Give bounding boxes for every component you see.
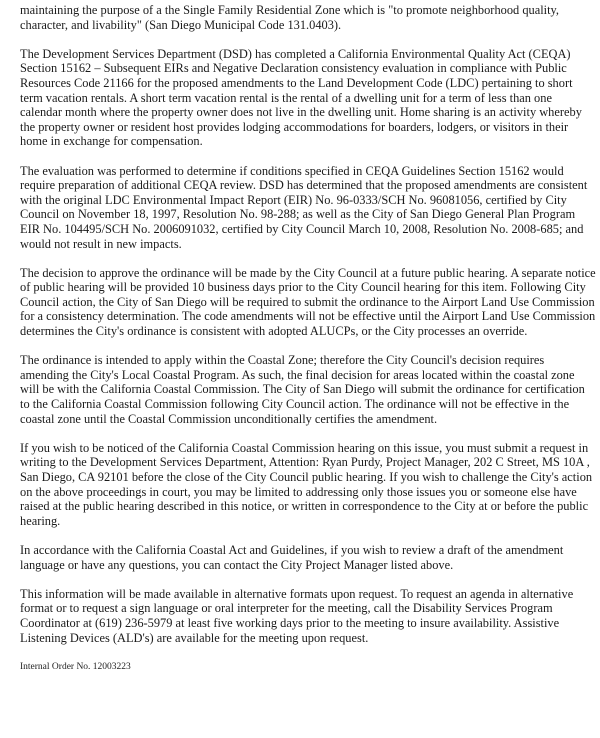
paragraph-coastal-zone: The ordinance is intended to apply within the Coastal Zone; therefore the City Council's decision requires amending the City's Local Coastal Program. As such, the final decision for areas located within the coastal zone will be with the California Coastal Commission. The City of San Diego will submit the ordinance for certification to the California Coastal Commission following City Council action. The ordinance will not be effective in the coastal zone until the Coastal Commission unconditionally certifies the amendment. [20, 353, 585, 426]
paragraph-ceqa-evaluation: The Development Services Department (DSD) has completed a California Environmental Quality Act (CEQA) Section 15162 – Subsequent EIRs and Negative Declaration consistency evaluation in compliance with Public Resources Code 21166 for the proposed amendments to the Land Development Code (LDC) pertaining to short term vacation rentals. A short term vacation rental is the rental of a dwelling unit for a term of less than one calendar month where the property owner does not live in the dwelling unit. Home sharing is an activity whereby the property owner or resident host provides lodging accommodations for boarders, lodgers, or visitors in their home in exchange for compensation. [20, 46, 582, 149]
paragraph-evaluation-results: The evaluation was performed to determine if conditions specified in CEQA Guidelines Section 15162 would require preparation of additional CEQA review. DSD has determined that the proposed amendments are consistent with the original LDC Environmental Impact Report (EIR) No. 96-0333/SCH No. 96081056, certified by City Council on November 18, 1997, Resolution No. 98-288; as well as the City of San Diego General Plan Program EIR No. 104495/SCH No. 2006091032, certified by City Council March 10, 2008, Resolution No. 2008-685; and would not result in new impacts. [20, 163, 588, 251]
paragraph-notice-request: If you wish to be noticed of the California Coastal Commission hearing on this issue, you must submit a request in writing to the Development Services Department, Attention: Ryan Purdy, Project Manager, 202 C Street, MS 10A , San Diego, CA 92101 before the close of the City Council public hearing. If you wish to challenge the City's action on the above proceedings in court, you may be limited to addressing only those issues you or someone else have raised at the public hearing described in this notice, or written in correspondence to the City at or before the public hearing. [20, 440, 593, 528]
paragraph-accessibility: This information will be made available in alternative formats upon request. To request an agenda in alternative format or to request a sign language or oral interpreter for the meeting, call the Disability Services Program Coordinator at (619) 236-5979 at least five working days prior to the meeting to insure availability. Assistive Listening Devices (ALD's) are available for the meeting upon request. [20, 586, 574, 645]
paragraph-coastal-act: In accordance with the California Coastal Act and Guidelines, if you wish to review a draft of the amendment language or have any questions, you can contact the City Project Manager listed above. [20, 542, 564, 572]
paragraph-zone-purpose: maintaining the purpose of a the Single Family Residential Zone which is "to promote neighborhood quality, character, and livability" (San Diego Municipal Code 131.0403). [20, 3, 560, 32]
internal-order-number: Internal Order No. 12003223 [20, 662, 131, 673]
document-page [20, 3, 596, 673]
paragraph-council-decision: The decision to approve the ordinance will be made by the City Council at a future public hearing. A separate notice of public hearing will be provided 10 business days prior to the City Council hearing for this item. Following City Council action, the City of San Diego will be required to submit the ordinance to the Airport Land Use Commission for a consistency determination. The code amendments will not be effective until the Airport Land Use Commission determines the City's ordinance is consistent with adopted ALUCPs, or the City processes an override. [20, 265, 596, 339]
